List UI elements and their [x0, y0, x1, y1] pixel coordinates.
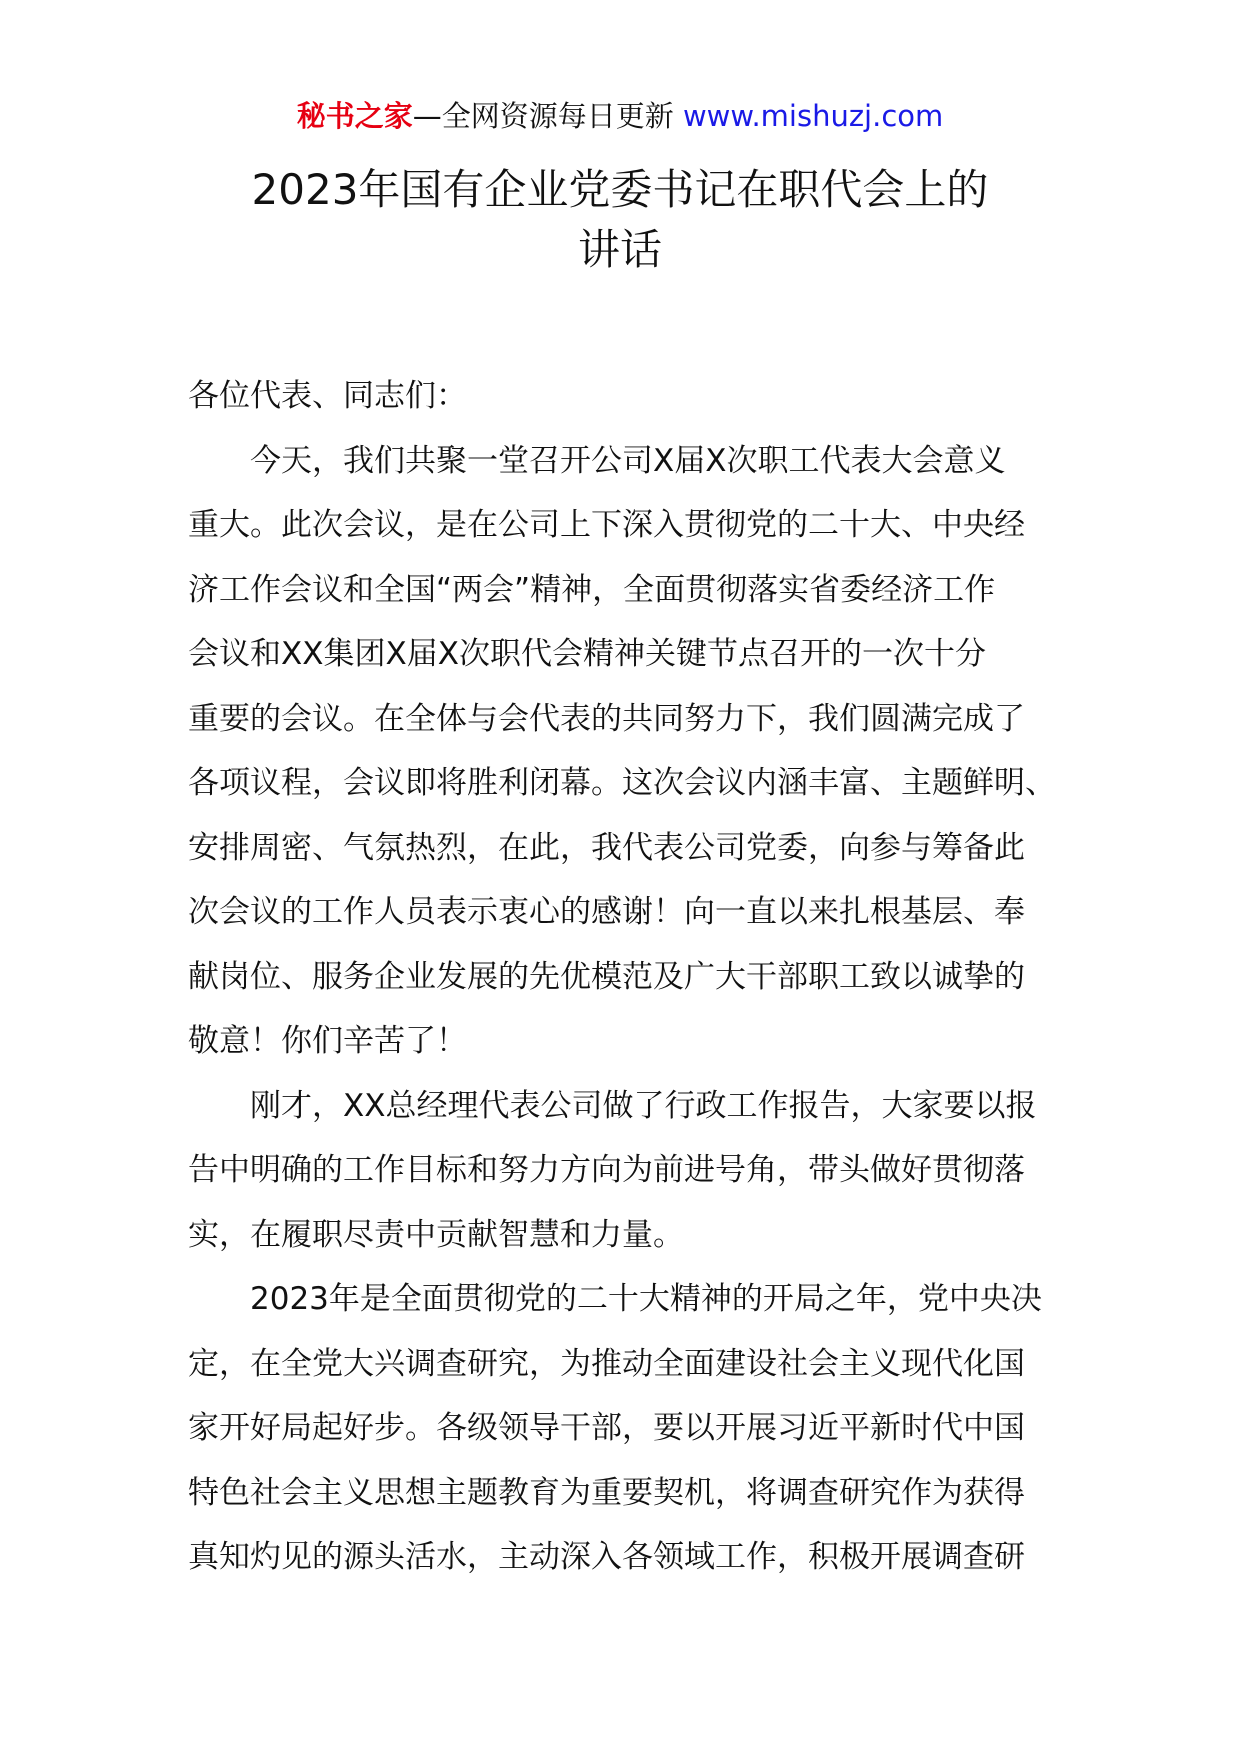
body-line: 定，在全党大兴调查研究，为推动全面建设社会主义现代化国 [188, 1345, 1025, 1382]
body-line: 今天，我们共聚一堂召开公司X届X次职工代表大会意义 [250, 442, 1006, 479]
body-line: 真知灼见的源头活水，主动深入各领域工作，积极开展调查研 [188, 1539, 1025, 1575]
body-line: 告中明确的工作目标和努力方向为前进号角，带头做好贯彻落 [188, 1152, 1025, 1188]
header-tagline: —全网资源每日更新 [412, 99, 674, 133]
document-title [0, 160, 1240, 280]
body-line: 刚才，XX总经理代表公司做了行政工作报告，大家要以报 [250, 1087, 1037, 1124]
body-line: 济工作会议和全国“两会”精神，全面贯彻落实省委经济工作 [188, 571, 996, 608]
body-line: 重要的会议。在全体与会代表的共同努力下，我们圆满完成了 [188, 700, 1025, 737]
body-line: 实，在履职尽责中贡献智慧和力量。 [188, 1216, 684, 1253]
body-line: 会议和XX集团X届X次职代会精神关键节点召开的一次十分 [188, 636, 986, 672]
salutation: 各位代表、同志们： [188, 378, 467, 414]
body-line: 2023年是全面贯彻党的二十大精神的开局之年，党中央决 [250, 1281, 1042, 1317]
brand-name: 秘书之家 [296, 99, 413, 133]
body-line: 献岗位、服务企业发展的先优模范及广大干部职工致以诚挚的 [188, 958, 1025, 995]
body-line: 安排周密、气氛热烈，在此，我代表公司党委，向参与筹备此 [188, 829, 1025, 866]
body-line: 各项议程，会议即将胜利闭幕。这次会议内涵丰富、主题鲜明、 [188, 765, 1056, 801]
title-line-2: 讲话 [577, 225, 662, 274]
body-line: 家开好局起好步。各级领导干部，要以开展习近平新时代中国 [188, 1410, 1025, 1446]
body-line: 次会议的工作人员表示衷心的感谢！向一直以来扎根基层、奉 [188, 894, 1025, 930]
body-line: 重大。此次会议，是在公司上下深入贯彻党的二十大、中央经 [188, 507, 1025, 543]
site-url-link[interactable]: www.mishuzj.com [682, 99, 944, 133]
body-line: 敬意！你们辛苦了！ [188, 1023, 467, 1059]
title-line-1: 2023年国有企业党委书记在职代会上的 [251, 165, 989, 214]
site-header [0, 98, 1240, 134]
body-line: 特色社会主义思想主题教育为重要契机，将调查研究作为获得 [188, 1474, 1025, 1511]
speech-body [188, 364, 1056, 1590]
